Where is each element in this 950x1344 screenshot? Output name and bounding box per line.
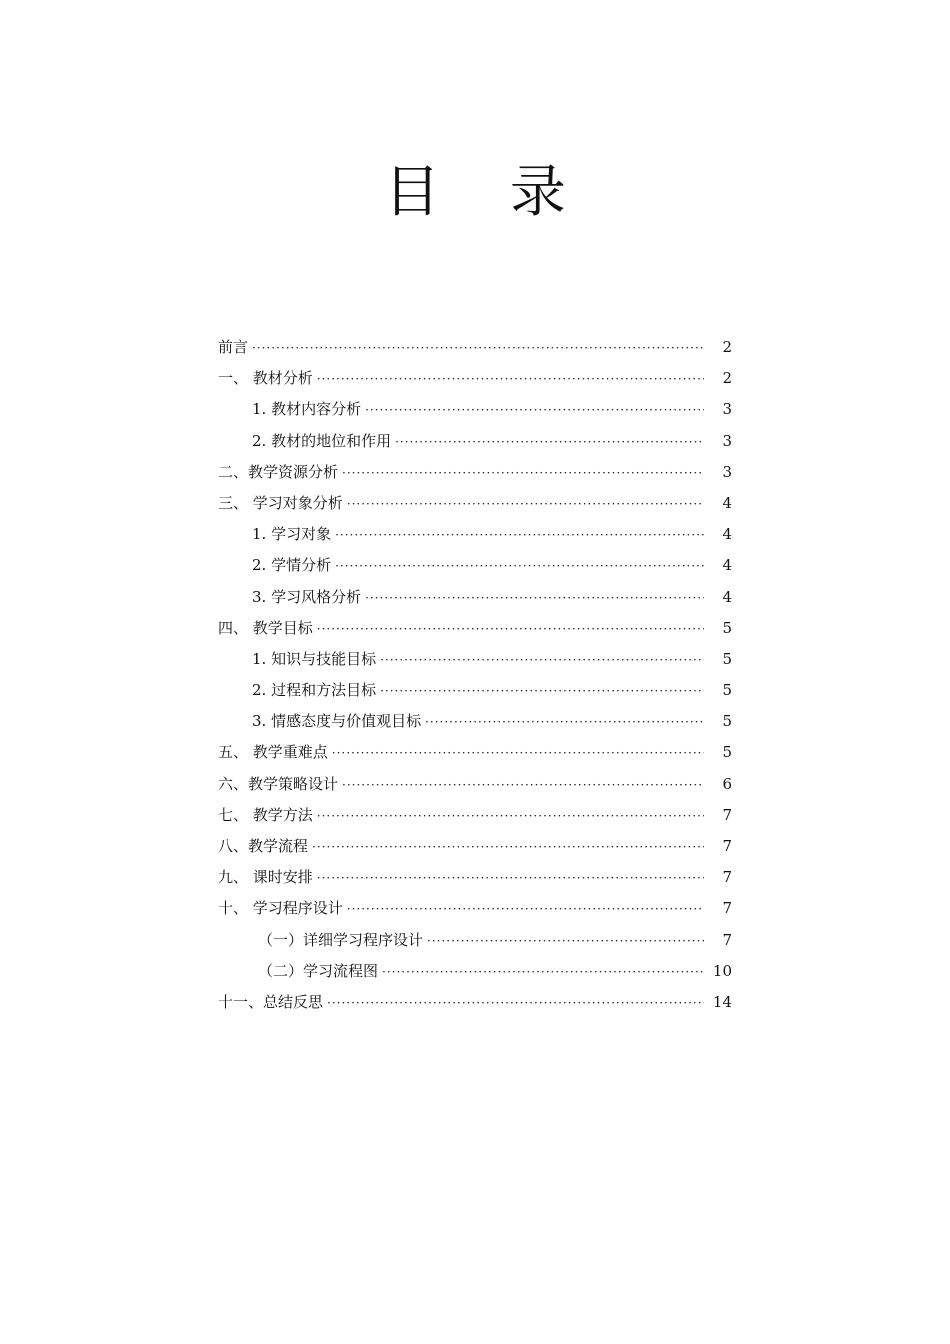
dot-leader [317,871,704,885]
toc-subentry[interactable] [218,523,732,554]
dot-leader [347,497,704,511]
toc-entry[interactable] [218,492,732,523]
toc-entry[interactable] [218,617,732,648]
toc-entry-page: 7 [722,868,732,887]
toc-entry-page: 2 [722,338,732,356]
dot-leader [332,746,704,760]
toc-entry[interactable] [218,835,732,866]
dot-leader [342,778,704,792]
toc-entry-label: 2. 学情分析 [252,556,332,575]
toc-subentry[interactable] [218,710,732,741]
toc-entry-page: 5 [722,649,732,668]
toc-entry[interactable] [218,897,732,928]
toc-entry-label: 七、 教学方法 [218,805,313,824]
toc-entry[interactable] [218,866,732,897]
toc-entry-page: 5 [722,712,732,731]
dot-leader [382,965,704,979]
toc-entry-label: 前言 [218,338,249,356]
toc-entry-label: 3. 情感态度与价值观目标 [252,712,422,731]
toc-entry-label: 六、教学策略设计 [218,774,339,793]
toc-entry-label: 二、教学资源分析 [218,462,339,481]
toc-entry-page: 2 [722,369,732,388]
toc-entry-label: 八、教学流程 [218,837,309,855]
toc-entry-label: 1. 知识与技能目标 [252,649,377,668]
toc-entry-page: 6 [722,774,732,793]
toc-entry-page: 5 [722,743,732,762]
dot-leader [317,622,704,636]
toc-entry-label: 五、 教学重难点 [218,743,328,762]
dot-leader [312,840,704,854]
toc-entry-label: 四、 教学目标 [218,618,313,637]
dot-leader [252,341,704,355]
toc-entry[interactable] [218,773,732,804]
toc-entry-page: 3 [722,400,732,419]
dot-leader [347,902,704,916]
toc-entry-page: 5 [722,681,732,700]
toc-subentry[interactable] [218,554,732,585]
toc-entry-label: 3. 学习风格分析 [252,587,362,606]
document-title: 目 录 [384,160,592,225]
dot-leader [317,372,704,386]
toc-entry-label: 2. 教材的地位和作用 [252,431,392,450]
toc-entry-label: 1. 学习对象 [252,525,332,544]
toc-subentry[interactable] [218,929,732,960]
toc-entry[interactable] [218,461,732,492]
dot-leader [365,403,704,417]
toc-entry-label: 九、 课时安排 [218,868,313,887]
toc-entry-page: 4 [722,587,732,606]
dot-leader [327,996,704,1010]
toc-entry-label: 十、 学习程序设计 [218,899,343,918]
toc-entry-page: 5 [722,618,732,637]
toc-entry-label: （一）详细学习程序设计 [258,930,424,949]
table-of-contents [218,336,732,1022]
toc-entry-label: （二）学习流程图 [258,961,379,980]
toc-entry-page: 7 [722,805,732,824]
toc-entry-page: 10 [712,961,732,980]
dot-leader [427,934,704,948]
dot-leader [342,466,704,480]
toc-subentry[interactable] [218,960,732,991]
toc-entry-page: 3 [722,431,732,450]
toc-subentry[interactable] [218,586,732,617]
toc-entry[interactable] [218,991,732,1022]
dot-leader [335,528,704,542]
toc-entry-label: 三、 学习对象分析 [218,493,343,512]
toc-entry[interactable] [218,367,732,398]
dot-leader [380,684,704,698]
toc-subentry[interactable] [218,648,732,679]
toc-entry[interactable] [218,336,732,367]
toc-entry-page: 7 [722,930,732,949]
toc-entry-page: 4 [722,556,732,575]
toc-entry-label: 一、 教材分析 [218,369,313,388]
toc-entry-label: 2. 过程和方法目标 [252,681,377,700]
toc-subentry[interactable] [218,679,732,710]
toc-entry-label: 十一、总结反思 [218,992,324,1011]
dot-leader [380,653,704,667]
toc-entry[interactable] [218,741,732,772]
toc-subentry[interactable] [218,398,732,429]
dot-leader [335,559,704,573]
dot-leader [365,591,704,605]
toc-entry-page: 4 [722,493,732,512]
toc-entry-label: 1. 教材内容分析 [252,400,362,419]
toc-entry-page: 14 [712,992,732,1011]
toc-entry-page: 7 [722,899,732,918]
dot-leader [317,809,704,823]
toc-entry-page: 3 [722,462,732,481]
toc-entry-page: 4 [722,525,732,544]
toc-subentry[interactable] [218,430,732,461]
toc-entry-page: 7 [722,837,732,855]
dot-leader [395,435,704,449]
dot-leader [425,715,704,729]
toc-entry[interactable] [218,804,732,835]
